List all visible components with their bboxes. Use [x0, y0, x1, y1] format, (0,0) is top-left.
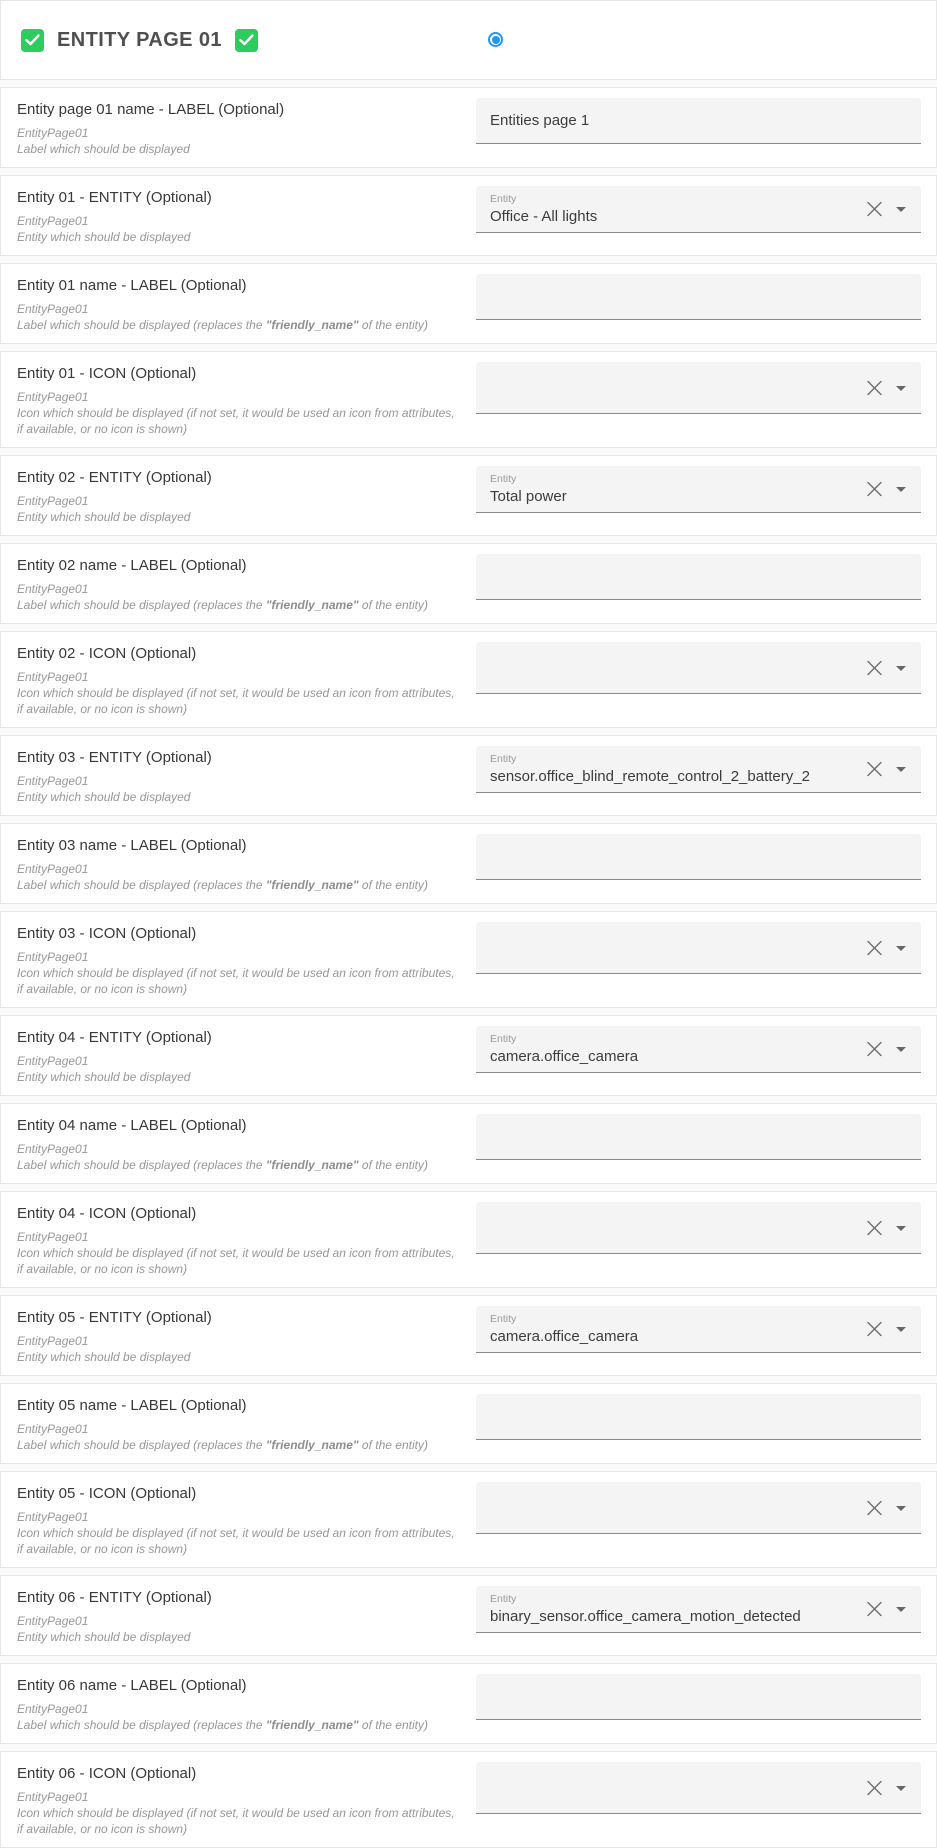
row-label-block	[17, 554, 476, 613]
row-field-block	[476, 362, 921, 414]
form-row	[0, 911, 937, 1008]
row-label-block	[17, 1114, 476, 1173]
row-subtitle: EntityPage01	[17, 126, 89, 140]
form-row	[0, 455, 937, 536]
row-title: Entity 04 - ENTITY (Optional)	[17, 1029, 212, 1046]
entity-select[interactable]	[476, 466, 921, 513]
row-subtitle: EntityPage01	[17, 302, 89, 316]
page-title: ENTITY PAGE 01	[57, 28, 222, 51]
dropdown-caret-icon[interactable]	[896, 1047, 906, 1052]
select-value: Total power	[490, 488, 567, 505]
row-description-text: of the entity)	[358, 1158, 428, 1172]
clear-icon[interactable]	[866, 1219, 883, 1236]
form-row	[0, 631, 937, 728]
entity-select[interactable]	[476, 922, 921, 974]
entity-select[interactable]	[476, 1482, 921, 1534]
select-value: Office - All lights	[490, 208, 598, 225]
clear-icon[interactable]	[866, 1779, 883, 1796]
row-description-bold: "friendly_name"	[265, 1438, 359, 1452]
entity-select[interactable]	[476, 746, 921, 793]
row-label-block	[17, 834, 476, 893]
row-description	[17, 229, 462, 245]
row-title: Entity 06 - ENTITY (Optional)	[17, 1589, 212, 1606]
row-label-block	[17, 98, 476, 157]
row-description-text: Icon which should be displayed (if not set, it would be used an icon from attributes, if available, or no icon is shown)	[17, 966, 455, 996]
row-description	[17, 1157, 462, 1173]
row-field-block	[476, 98, 921, 144]
select-floating-label: Entity	[490, 1313, 517, 1325]
row-description-bold: "friendly_name"	[265, 318, 359, 332]
row-description-bold: "friendly_name"	[265, 1718, 359, 1732]
row-subtitle: EntityPage01	[17, 1230, 89, 1244]
form-row	[0, 1191, 937, 1288]
row-subtitle: EntityPage01	[17, 214, 89, 228]
clear-icon[interactable]	[866, 201, 883, 218]
row-title: Entity 03 - ENTITY (Optional)	[17, 749, 212, 766]
row-label-block	[17, 1394, 476, 1453]
form-row	[0, 263, 937, 344]
clear-icon[interactable]	[866, 481, 883, 498]
select-floating-label: Entity	[490, 473, 517, 485]
form-rows-container	[0, 87, 937, 1848]
row-description	[17, 1349, 462, 1365]
row-field-block	[476, 274, 921, 320]
entity-select[interactable]	[476, 1026, 921, 1073]
row-description	[17, 509, 462, 525]
page-checkbox-left[interactable]	[21, 29, 44, 52]
row-description-text: Icon which should be displayed (if not set, it would be used an icon from attributes, if available, or no icon is shown)	[17, 1526, 455, 1556]
row-label-block	[17, 642, 476, 717]
row-description-text: Entity which should be displayed	[17, 230, 191, 244]
row-description-bold: "friendly_name"	[265, 1158, 359, 1172]
row-subtitle: EntityPage01	[17, 1790, 89, 1804]
label-text-input[interactable]	[476, 1114, 921, 1160]
form-row	[0, 1471, 937, 1568]
row-description	[17, 1245, 462, 1277]
row-subtitle: EntityPage01	[17, 1510, 89, 1524]
row-description-text: of the entity)	[358, 1438, 428, 1452]
select-floating-label: Entity	[490, 753, 517, 765]
row-title: Entity 05 - ENTITY (Optional)	[17, 1309, 212, 1326]
dropdown-caret-icon[interactable]	[896, 1327, 906, 1332]
row-title: Entity 02 name - LABEL (Optional)	[17, 557, 247, 574]
row-description-text: Label which should be displayed (replaces the	[17, 878, 266, 892]
select-value: camera.office_camera	[490, 1328, 639, 1345]
row-description	[17, 317, 462, 333]
row-field-block	[476, 466, 921, 513]
row-description	[17, 1525, 462, 1557]
select-value: sensor.office_blind_remote_control_2_battery_2	[490, 768, 810, 785]
row-description-text: Icon which should be displayed (if not set, it would be used an icon from attributes, if available, or no icon is shown)	[17, 686, 455, 716]
form-row	[0, 1383, 937, 1464]
clear-icon[interactable]	[866, 1041, 883, 1058]
row-field-block	[476, 1762, 921, 1814]
entity-select[interactable]	[476, 362, 921, 414]
row-description-text: Entity which should be displayed	[17, 510, 191, 524]
row-subtitle: EntityPage01	[17, 1334, 89, 1348]
row-subtitle: EntityPage01	[17, 1422, 89, 1436]
row-field-block	[476, 834, 921, 880]
row-description	[17, 597, 462, 613]
row-label-block	[17, 1674, 476, 1733]
row-subtitle: EntityPage01	[17, 390, 89, 404]
row-description-bold: "friendly_name"	[265, 878, 359, 892]
dropdown-caret-icon[interactable]	[896, 386, 906, 391]
row-subtitle: EntityPage01	[17, 494, 89, 508]
form-row	[0, 87, 937, 168]
row-description-text: of the entity)	[358, 878, 428, 892]
clear-icon[interactable]	[866, 939, 883, 956]
row-field-block	[476, 1394, 921, 1440]
row-title: Entity 06 - ICON (Optional)	[17, 1765, 197, 1782]
row-field-block	[476, 746, 921, 793]
form-row	[0, 1015, 937, 1096]
row-subtitle: EntityPage01	[17, 774, 89, 788]
check-icon	[25, 34, 40, 46]
row-title: Entity 04 - ICON (Optional)	[17, 1205, 197, 1222]
row-title: Entity 05 name - LABEL (Optional)	[17, 1397, 247, 1414]
row-title: Entity 05 - ICON (Optional)	[17, 1485, 197, 1502]
row-title: Entity page 01 name - LABEL (Optional)	[17, 101, 285, 118]
row-field-block	[476, 186, 921, 233]
row-title: Entity 01 - ICON (Optional)	[17, 365, 197, 382]
row-description-text: Label which should be displayed (replaces the	[17, 598, 266, 612]
dropdown-caret-icon[interactable]	[896, 1226, 906, 1231]
row-title: Entity 03 - ICON (Optional)	[17, 925, 197, 942]
row-description	[17, 877, 462, 893]
row-description	[17, 1069, 462, 1085]
dropdown-caret-icon[interactable]	[896, 946, 906, 951]
row-description-text: Icon which should be displayed (if not set, it would be used an icon from attributes, if available, or no icon is shown)	[17, 406, 455, 436]
form-row	[0, 1295, 937, 1376]
row-description-text: of the entity)	[358, 318, 428, 332]
row-description-text: Entity which should be displayed	[17, 1630, 191, 1644]
row-label-block	[17, 186, 476, 245]
row-label-block	[17, 466, 476, 525]
row-description	[17, 1717, 462, 1733]
row-field-block	[476, 922, 921, 974]
row-subtitle: EntityPage01	[17, 1614, 89, 1628]
row-description-text: Icon which should be displayed (if not set, it would be used an icon from attributes, if available, or no icon is shown)	[17, 1246, 455, 1276]
row-description-text: Entity which should be displayed	[17, 1350, 191, 1364]
page-header	[0, 0, 937, 80]
row-description-text: Icon which should be displayed (if not set, it would be used an icon from attributes, if available, or no icon is shown)	[17, 1806, 455, 1836]
row-label-block	[17, 922, 476, 997]
row-field-block	[476, 1114, 921, 1160]
row-title: Entity 02 - ICON (Optional)	[17, 645, 197, 662]
row-description	[17, 1437, 462, 1453]
row-label-block	[17, 746, 476, 805]
select-value: binary_sensor.office_camera_motion_detected	[490, 1608, 801, 1625]
label-text-input[interactable]	[476, 834, 921, 880]
row-title: Entity 04 name - LABEL (Optional)	[17, 1117, 247, 1134]
row-description-text: of the entity)	[358, 1718, 428, 1732]
row-title: Entity 06 name - LABEL (Optional)	[17, 1677, 247, 1694]
row-subtitle: EntityPage01	[17, 670, 89, 684]
row-subtitle: EntityPage01	[17, 1702, 89, 1716]
clear-icon[interactable]	[866, 761, 883, 778]
clear-icon[interactable]	[866, 379, 883, 396]
row-label-block	[17, 1762, 476, 1837]
row-subtitle: EntityPage01	[17, 862, 89, 876]
dropdown-caret-icon[interactable]	[896, 487, 906, 492]
row-description	[17, 1629, 462, 1645]
row-title: Entity 03 name - LABEL (Optional)	[17, 837, 247, 854]
row-description	[17, 141, 462, 157]
entity-select[interactable]	[476, 642, 921, 694]
form-row	[0, 1663, 937, 1744]
row-field-block	[476, 1586, 921, 1633]
select-floating-label: Entity	[490, 1593, 517, 1605]
form-row	[0, 351, 937, 448]
row-title: Entity 01 - ENTITY (Optional)	[17, 189, 212, 206]
row-title: Entity 02 - ENTITY (Optional)	[17, 469, 212, 486]
row-description-text: of the entity)	[358, 598, 428, 612]
row-label-block	[17, 1202, 476, 1277]
select-value: camera.office_camera	[490, 1048, 639, 1065]
row-subtitle: EntityPage01	[17, 582, 89, 596]
row-description	[17, 965, 462, 997]
row-label-block	[17, 1482, 476, 1557]
row-field-block	[476, 1482, 921, 1534]
page-checkbox-right[interactable]	[235, 29, 258, 52]
clear-icon[interactable]	[866, 659, 883, 676]
form-row	[0, 1751, 937, 1848]
row-field-block	[476, 1674, 921, 1720]
row-label-block	[17, 1026, 476, 1085]
label-text-input[interactable]	[476, 1674, 921, 1720]
row-label-block	[17, 362, 476, 437]
dropdown-caret-icon[interactable]	[896, 666, 906, 671]
entity-select[interactable]	[476, 186, 921, 233]
entity-select[interactable]	[476, 1762, 921, 1814]
row-title: Entity 01 name - LABEL (Optional)	[17, 277, 247, 294]
select-floating-label: Entity	[490, 193, 517, 205]
form-row	[0, 1103, 937, 1184]
row-description	[17, 789, 462, 805]
row-description-text: Label which should be displayed (replaces the	[17, 1438, 266, 1452]
select-floating-label: Entity	[490, 1033, 517, 1045]
label-text-input[interactable]	[476, 1394, 921, 1440]
row-field-block	[476, 554, 921, 600]
row-description-text: Label which should be displayed (replaces the	[17, 1718, 266, 1732]
dropdown-caret-icon[interactable]	[896, 207, 906, 212]
dropdown-caret-icon[interactable]	[896, 1786, 906, 1791]
label-text-input[interactable]	[476, 554, 921, 600]
row-field-block	[476, 642, 921, 694]
page-selected-radio[interactable]	[488, 32, 503, 47]
row-label-block	[17, 1306, 476, 1365]
row-field-block	[476, 1306, 921, 1353]
row-subtitle: EntityPage01	[17, 1054, 89, 1068]
row-label-block	[17, 1586, 476, 1645]
row-description-text: Label which should be displayed (replaces the	[17, 1158, 266, 1172]
row-description-bold: "friendly_name"	[265, 598, 359, 612]
entity-select[interactable]	[476, 1306, 921, 1353]
form-row	[0, 823, 937, 904]
row-description-text: Label which should be displayed	[17, 142, 190, 156]
form-row	[0, 735, 937, 816]
row-description	[17, 685, 462, 717]
check-icon	[239, 34, 254, 46]
row-label-block	[17, 274, 476, 333]
row-description-text: Entity which should be displayed	[17, 1070, 191, 1084]
row-description	[17, 405, 462, 437]
dropdown-caret-icon[interactable]	[896, 767, 906, 772]
row-description	[17, 1805, 462, 1837]
form-row	[0, 1575, 937, 1656]
dropdown-caret-icon[interactable]	[896, 1607, 906, 1612]
row-description-text: Label which should be displayed (replaces the	[17, 318, 266, 332]
row-field-block	[476, 1202, 921, 1254]
form-row	[0, 543, 937, 624]
row-subtitle: EntityPage01	[17, 950, 89, 964]
label-text-input[interactable]	[476, 274, 921, 320]
label-text-input[interactable]	[476, 98, 921, 144]
row-subtitle: EntityPage01	[17, 1142, 89, 1156]
row-field-block	[476, 1026, 921, 1073]
clear-icon[interactable]	[866, 1601, 883, 1618]
entity-select[interactable]	[476, 1586, 921, 1633]
row-description-text: Entity which should be displayed	[17, 790, 191, 804]
dropdown-caret-icon[interactable]	[896, 1506, 906, 1511]
clear-icon[interactable]	[866, 1499, 883, 1516]
radio-dot-icon	[492, 36, 500, 44]
clear-icon[interactable]	[866, 1321, 883, 1338]
entity-select[interactable]	[476, 1202, 921, 1254]
form-row	[0, 175, 937, 256]
